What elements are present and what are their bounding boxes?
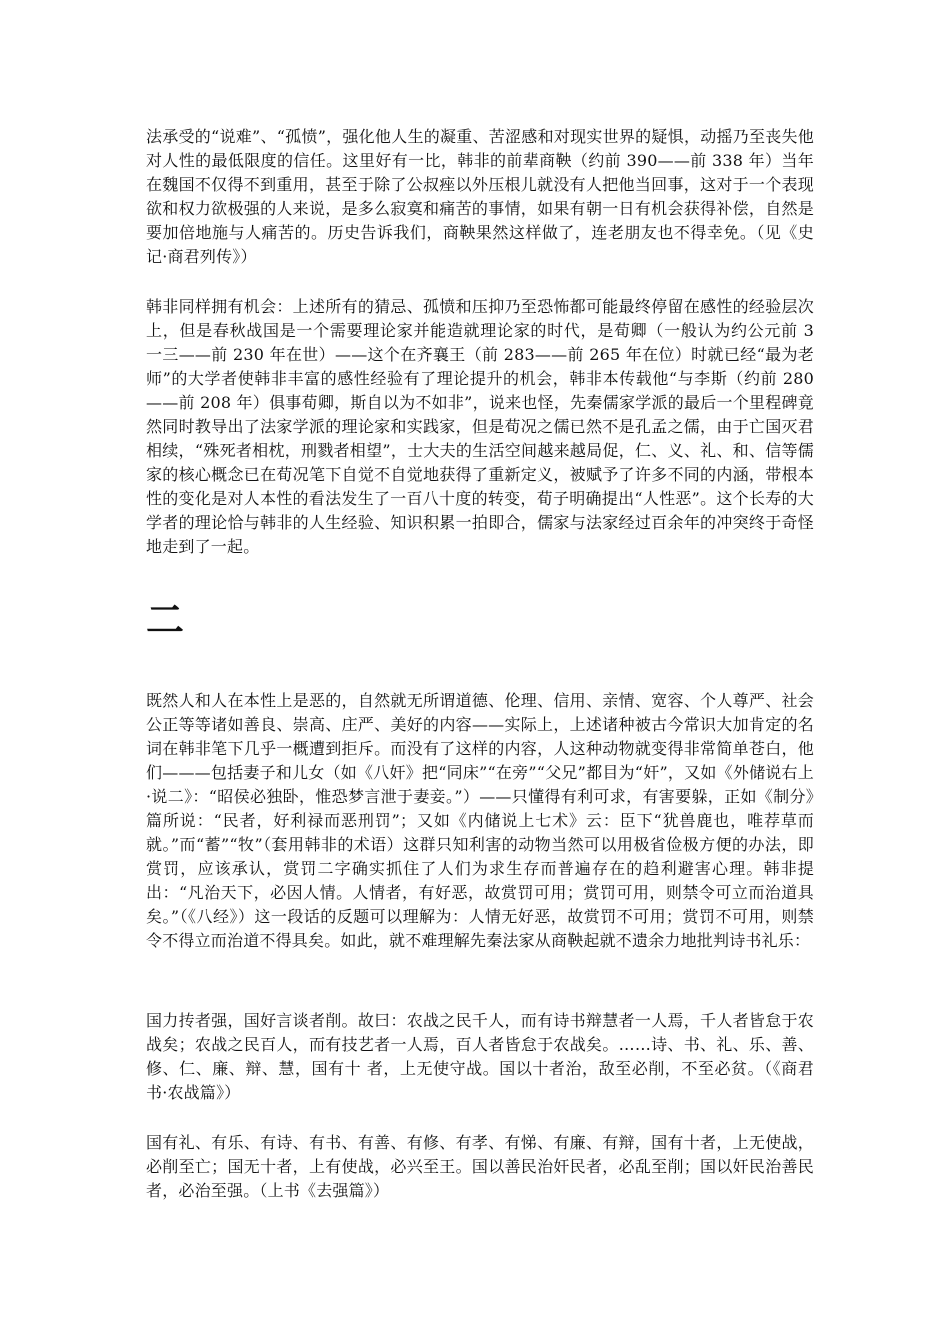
section-heading: 二 — [146, 598, 185, 642]
paragraph-1: 法承受的“说难”、“孤愤”，强化他人生的凝重、苦涩感和对现实世界的疑惧，动摇乃至丧失他对人性的最低限度的信任。这里好有一比，韩非的前辈商鞅（约前 390——前 338 年）当年在魏国不仅得不到重用，甚至于除了公叔痤以外压根儿就没有人把他当回事，这对于一个表现欲和权力欲极强的人来说，是多么寂寞和痛苦的事情，如果有朝一日有机会获得补偿，自然是要加倍地施与人痛苦的。历史告诉我们，商鞅果然这样做了，连老朋友也不得幸免。（见《史记·商君列传》） — [146, 127, 814, 266]
paragraph-2: 韩非同样拥有机会：上述所有的猜忌、孤愤和压抑乃至恐怖都可能最终停留在感性的经验层次上，但是春秋战国是一个需要理论家并能造就理论家的时代，是荀卿（一般认为约公元前 3 一三——前 230 年在世）——这个在齐襄王（前 283——前 265 年在位）时就已经“最为老师”的大学者使韩非丰富的感性经验有了理论提升的机会，韩非本传载他“与李斯（约前 280——前 208 年）俱事荀卿，斯自以为不如非”，说来也怪，先秦儒家学派的最后一个里程碑竟然同时教导出了法家学派的理论家和实践家，但是荀况之儒已然不是孔孟之儒，由于亡国灭君相续，“殊死者相枕，刑戮者相望”，士大夫的生活空间越来越局促，仁、义、礼、和、信等儒家的核心概念已在荀况笔下自觉不自觉地获得了重新定义，被赋予了许多不同的内涵，带根本性的变化是对人本性的看法发生了一百八十度的转变，荀子明确提出“人性恶”。这个长寿的大学者的理论恰与韩非的人生经验、知识积累一拍即合，儒家与法家经过百余年的冲突终于奇怪地走到了一起。 — [146, 297, 814, 556]
paragraph-3: 既然人和人在本性上是恶的，自然就无所谓道德、伦理、信用、亲情、宽容、个人尊严、社会公正等等诸如善良、崇高、庄严、美好的内容——实际上，上述诸种被古今常识大加肯定的名词在韩非笔下几乎一概遭到拒斥。而没有了这样的内容，人这种动物就变得非常简单苍白，他们———包括妻子和儿女（如《八奸》把“同床”“在旁”“父兄”都目为“奸”，又如《外储说右上·说二》：“昭侯必独卧，惟恐梦言泄于妻妾。”）——只懂得有利可求，有害要躲，正如《制分》篇所说：“民者，好利禄而恶刑罚”；又如《内储说上七术》云：臣下“犹兽鹿也，唯荐草而就。”而“蓄”“牧”（套用韩非的术语）这群只知利害的动物当然可以用极省俭极方便的办法，即赏罚，应该承认，赏罚二字确实抓住了人们为求生存而普遍存在的趋利避害心理。韩非提出：“凡治天下，必因人情。人情者，有好恶，故赏罚可用；赏罚可用，则禁令可立而治道具矣。”（《八经》）这一段话的反题可以理解为：人情无好恶，故赏罚不可用；赏罚不可用，则禁令不得立而治道不得具矣。如此，就不难理解先秦法家从商鞅起就不遗余力地批判诗书礼乐： — [146, 691, 814, 950]
paragraph-4-quote: 国力抟者强，国好言谈者削。故曰：农战之民千人，而有诗书辩慧者一人焉，千人者皆怠于农战矣；农战之民百人，而有技艺者一人焉，百人者皆怠于农战矣。……诗、书、礼、乐、善、修、仁、廉、辩、慧，国有十 者，上无使守战。国以十者治，敌至必削，不至必贫。（《商君书·农战篇》） — [146, 1011, 814, 1102]
paragraph-5-quote: 国有礼、有乐、有诗、有书、有善、有修、有孝、有悌、有廉、有辩，国有十者，上无使战，必削至亡；国无十者，上有使战，必兴至王。国以善民治奸民者，必乱至削；国以奸民治善民者，必治至强。（上书《去强篇》） — [146, 1133, 814, 1200]
